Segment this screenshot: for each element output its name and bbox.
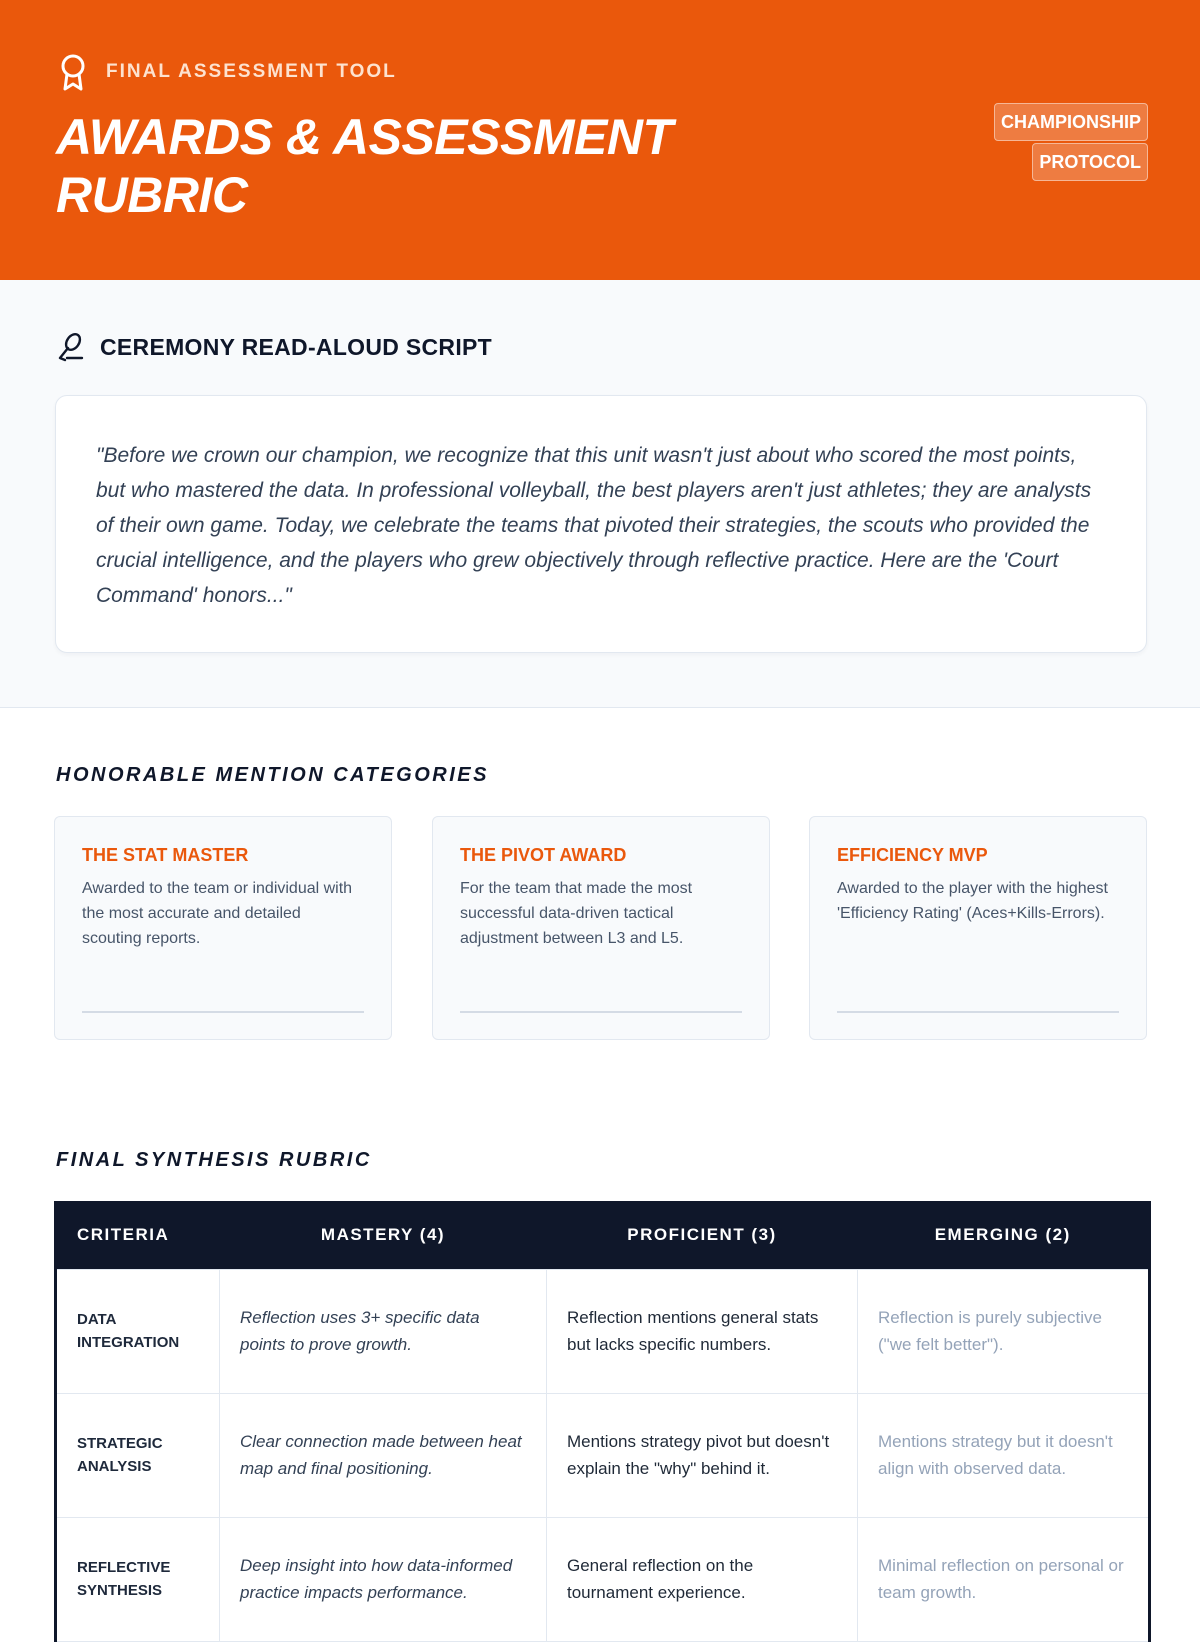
award-description: Awarded to the team or individual with the most accurate and detailed scouting reports.	[82, 880, 353, 947]
mastery-cell: Reflection uses 3+ specific data points to prove growth.	[220, 1269, 547, 1393]
mastery-cell: Deep insight into how data-informed practice impacts performance.	[220, 1517, 547, 1641]
page-header	[0, 0, 1200, 280]
rubric-heading: FINAL SYNTHESIS RUBRIC	[56, 1149, 372, 1171]
proficient-cell: Reflection mentions general stats but lacks specific numbers.	[547, 1269, 858, 1393]
award-cards	[54, 816, 1147, 1040]
honorable-heading: HONORABLE MENTION CATEGORIES	[56, 764, 489, 786]
award-ribbon-icon	[58, 52, 88, 92]
column-header: EMERGING (2)	[858, 1201, 1150, 1269]
script-card	[55, 395, 1147, 653]
proficient-cell: General reflection on the tournament experience.	[547, 1517, 858, 1641]
emerging-cell: Mentions strategy but it doesn't align with observed data.	[858, 1393, 1150, 1517]
award-card	[809, 816, 1147, 1040]
signature-line	[460, 1011, 742, 1013]
award-card	[54, 816, 392, 1040]
script-text: "Before we crown our champion, we recognize that this unit wasn't just about who scored the most points, but who mastered the data. In professional volleyball, the best players aren't just athletes; they are analysts of their own game. Today, we celebrate the teams that pivoted their strategies, the scouts who provided the crucial intelligence, and the players who grew objectively through reflective practice. Here are the 'Court Command' honors..."	[96, 444, 1092, 607]
column-header: PROFICIENT (3)	[547, 1201, 858, 1269]
emerging-cell: Reflection is purely subjective ("we felt better").	[858, 1269, 1150, 1393]
column-header: CRITERIA	[56, 1201, 220, 1269]
column-header: MASTERY (4)	[220, 1201, 547, 1269]
table-row	[56, 1517, 1150, 1641]
eyebrow-label: FINAL ASSESSMENT TOOL	[106, 61, 397, 82]
signature-line	[82, 1011, 364, 1013]
criteria-cell: STRATEGIC ANALYSIS	[56, 1393, 220, 1517]
emerging-cell: Minimal reflection on personal or team growth.	[858, 1517, 1150, 1641]
table-header-row	[56, 1201, 1150, 1269]
table-row	[56, 1269, 1150, 1393]
table-row	[56, 1393, 1150, 1517]
proficient-cell: Mentions strategy pivot but doesn't explain the "why" behind it.	[547, 1393, 858, 1517]
criteria-cell: DATA INTEGRATION	[56, 1269, 220, 1393]
award-description: For the team that made the most successful data-driven tactical adjustment between L3 and L5.	[460, 880, 693, 947]
award-title: THE STAT MASTER	[82, 845, 249, 865]
microphone-icon	[56, 332, 84, 362]
rubric-table	[54, 1201, 1151, 1642]
award-description: Awarded to the player with the highest 'Efficiency Rating' (Aces+Kills-Errors).	[837, 880, 1108, 922]
criteria-cell: REFLECTIVE SYNTHESIS	[56, 1517, 220, 1641]
badge-label: CHAMPIONSHIP PROTOCOL	[994, 103, 1148, 181]
page-title: AWARDS & ASSESSMENT RUBRIC	[56, 109, 673, 223]
award-title: EFFICIENCY MVP	[837, 845, 988, 865]
eyebrow	[58, 52, 397, 92]
signature-line	[837, 1011, 1119, 1013]
ceremony-section	[0, 280, 1200, 708]
ceremony-heading	[56, 332, 492, 362]
mastery-cell: Clear connection made between heat map and final positioning.	[220, 1393, 547, 1517]
award-card	[432, 816, 770, 1040]
award-title: THE PIVOT AWARD	[460, 845, 627, 865]
ceremony-heading-text: CEREMONY READ-ALOUD SCRIPT	[100, 333, 493, 360]
status-badge	[958, 102, 1148, 182]
